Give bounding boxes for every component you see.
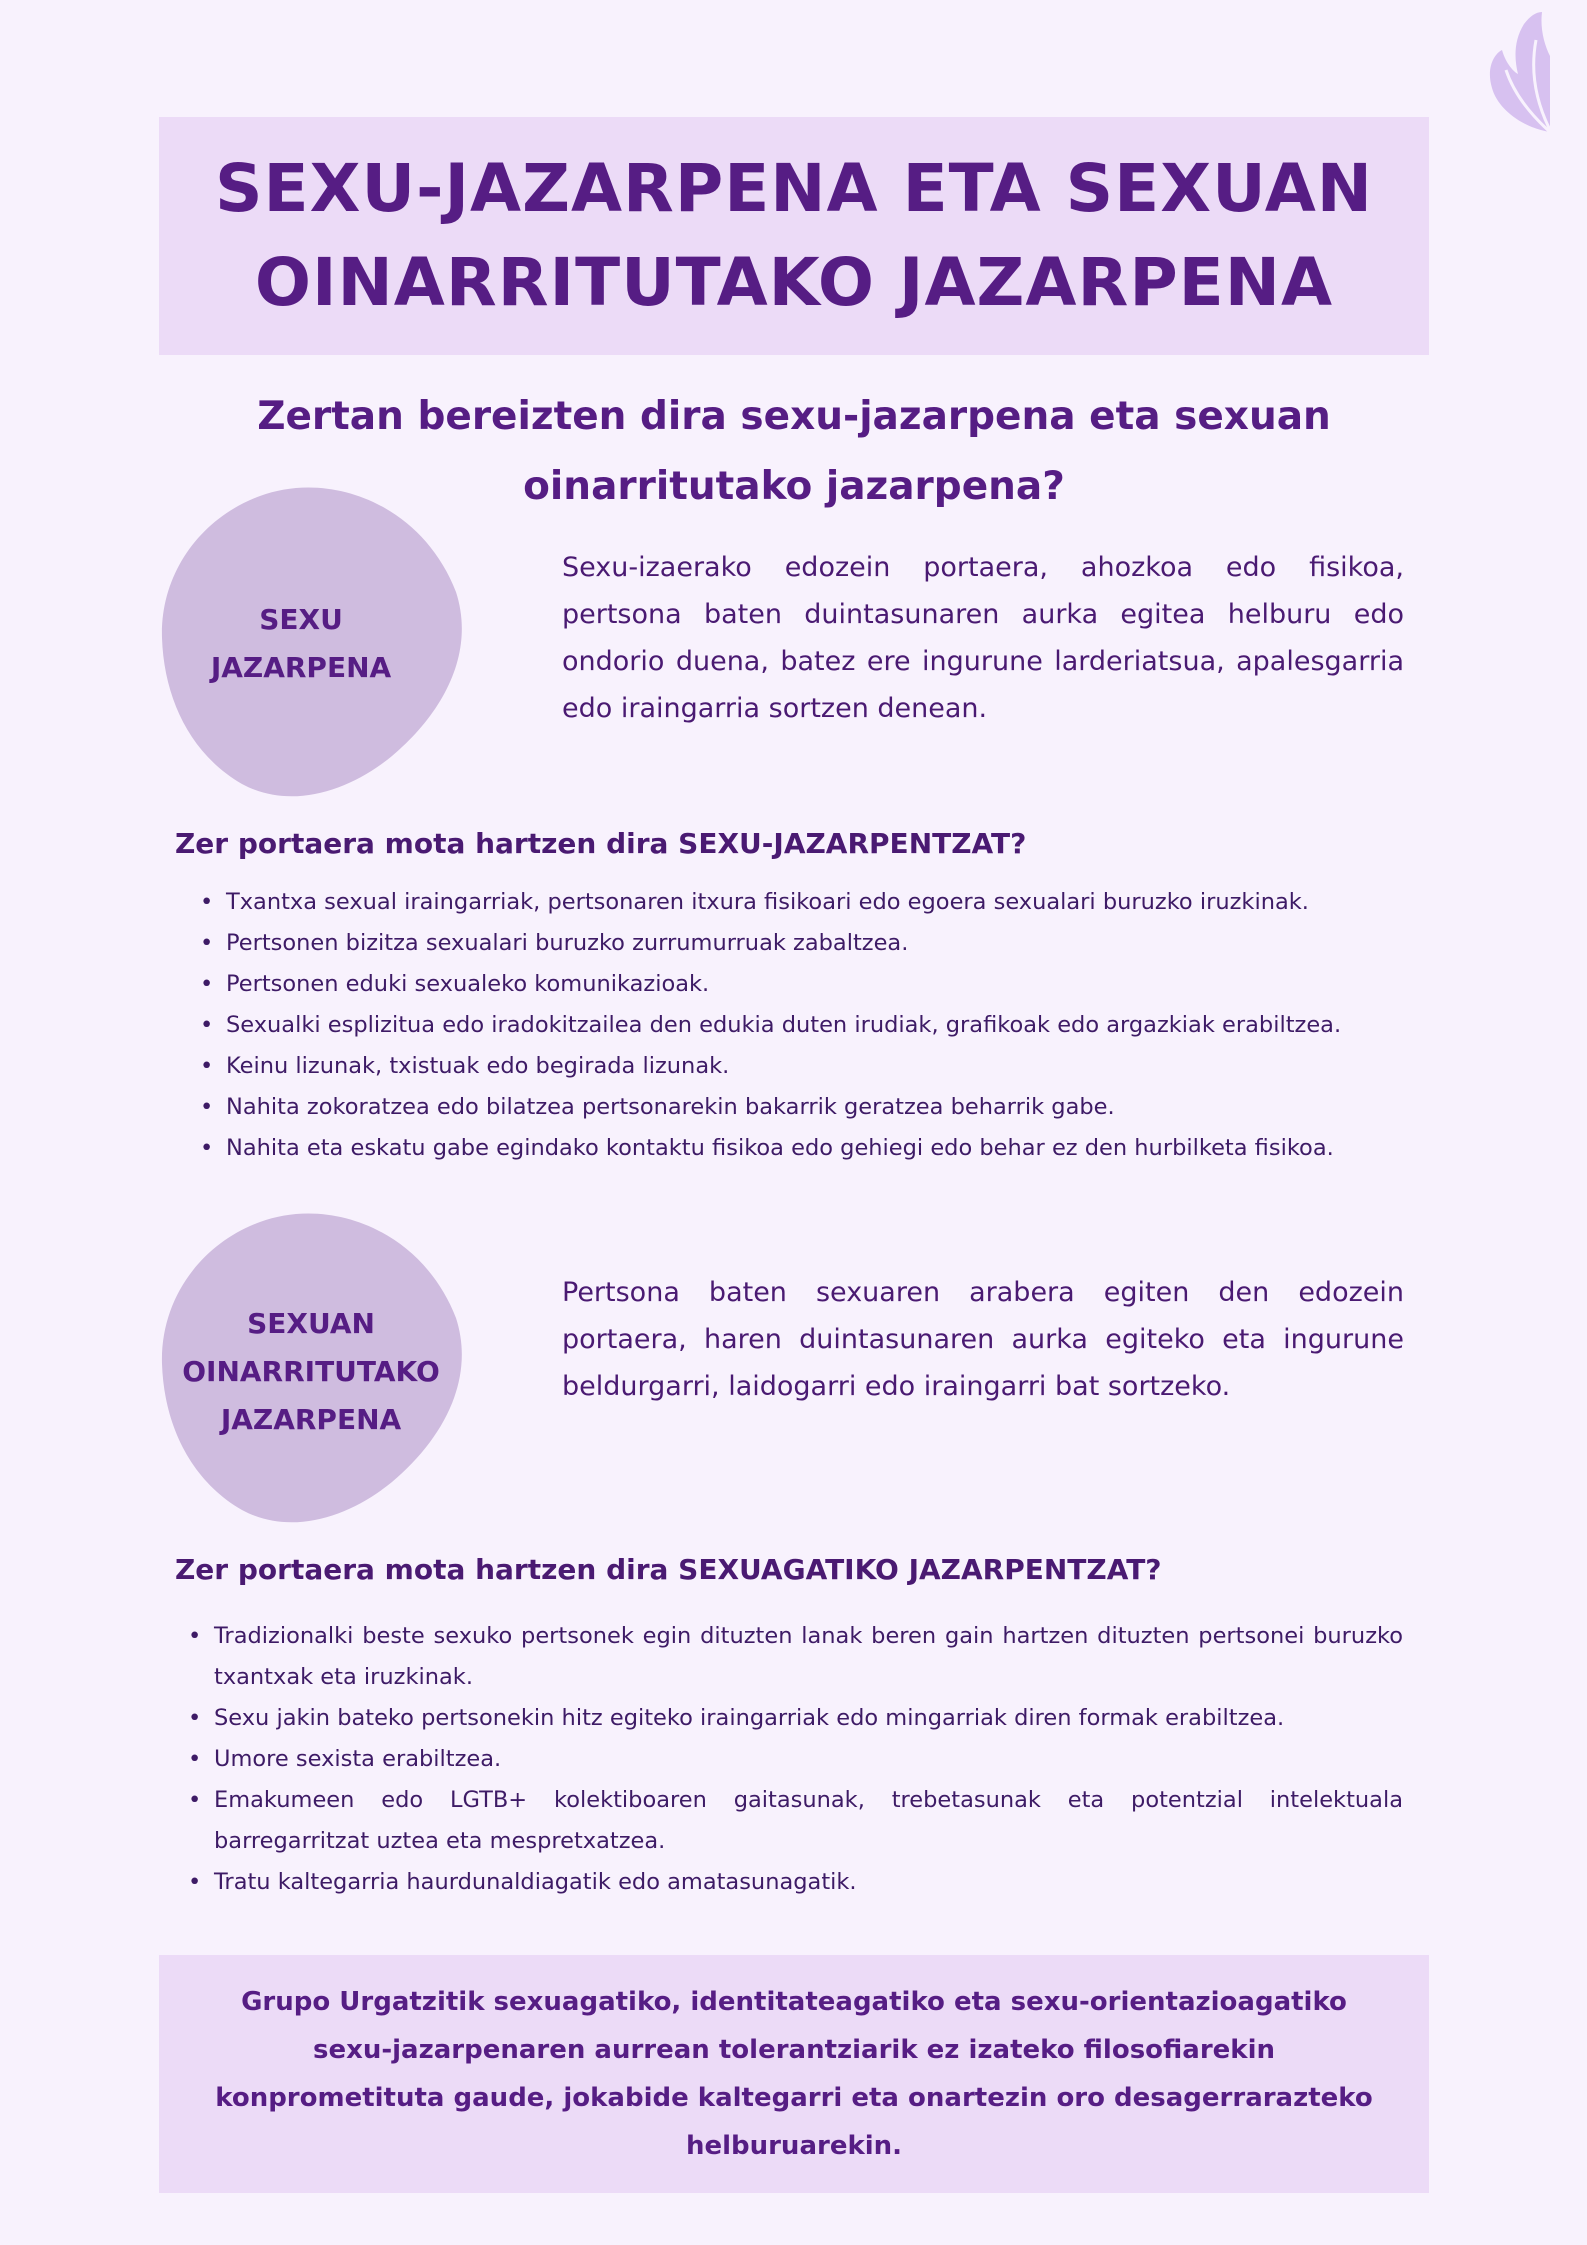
title-banner (159, 117, 1429, 355)
question-line-1: Zertan bereizten dira sexu-jazarpena eta sexuan (257, 394, 1331, 439)
sexuagatiko-list (178, 1616, 1403, 1903)
list-item: • Pertsonen eduki sexualeko komunikazioak. (190, 964, 1410, 1005)
sexu-jazarpena-list (190, 882, 1410, 1169)
list-item: • Pertsonen bizitza sexualari buruzko zurrumurruak zabaltzea. (190, 923, 1410, 964)
sexuan-oinarritutako-label (160, 1210, 462, 1530)
list-item: • Sexu jakin bateko pertsonekin hitz egiteko iraingarriak edo mingarriak diren formak erabiltzea. (178, 1698, 1403, 1739)
commitment-statement: Grupo Urgatzitik sexuagatiko, identitateagatiko eta sexu-orientazioagatiko sexu-jazarpenaren aurrean tolerantziarik ez izateko filosofiarekin konprometituta gaude, jokabide kaltegarri eta onartezin oro desagerrarazteko helburuarekin. (215, 1987, 1373, 2161)
page-title-line-1: SEXU-JAZARPENA ETA SEXUAN (214, 150, 1374, 227)
leaf-icon (1484, 10, 1556, 136)
sexu-jazarpena-blob (160, 484, 462, 800)
list-item: • Nahita eta eskatu gabe egindako kontaktu fisikoa edo gehiegi edo behar ez den hurbilketa fisikoa. (190, 1128, 1410, 1169)
label-line: JAZARPENA (210, 651, 392, 684)
list-item: • Umore sexista erabiltzea. (178, 1739, 1403, 1780)
label-line: SEXUAN (247, 1307, 375, 1340)
label-line: JAZARPENA (220, 1403, 402, 1436)
sexuagatiko-subheading: Zer portaera mota hartzen dira SEXUAGATIKO JAZARPENTZAT? (175, 1553, 1162, 1586)
sexuan-oinarritutako-blob (160, 1210, 462, 1526)
commitment-box (159, 1955, 1429, 2193)
list-item: • Nahita zokoratzea edo bilatzea pertsonarekin bakarrik geratzea beharrik gabe. (190, 1087, 1410, 1128)
sexu-jazarpena-definition: Sexu-izaerako edozein portaera, ahozkoa edo fisikoa, pertsona baten duintasunaren aurka egitea helburu edo ondorio duena, batez ere ingurune larderiatsua, apalesgarria edo iraingarria sortzen denean. (562, 552, 1404, 724)
sexu-jazarpena-subheading: Zer portaera mota hartzen dira SEXU-JAZARPENTZAT? (175, 827, 1027, 860)
list-item: • Tradizionalki beste sexuko pertsonek egin dituzten lanak beren gain hartzen dituzten pertsonei buruzko txantxak eta iruzkinak. (178, 1616, 1403, 1698)
list-item: • Keinu lizunak, txistuak edo begirada lizunak. (190, 1046, 1410, 1087)
label-line: SEXU (259, 603, 343, 636)
list-item: • Tratu kaltegarria haurdunaldiagatik edo amatasunagatik. (178, 1862, 1403, 1903)
page-title-line-2: OINARRITUTAKO JAZARPENA (254, 244, 1334, 321)
question-line-2: oinarritutako jazarpena? (523, 464, 1065, 509)
list-item: • Sexualki esplizitua edo iradokitzailea den edukia duten irudiak, grafikoak edo argazkiak erabiltzea. (190, 1005, 1410, 1046)
sexuan-oinarritutako-definition: Pertsona baten sexuaren arabera egiten den edozein portaera, haren duintasunaren aurka egiteko eta ingurune beldurgarri, laidogarri edo iraingarri bat sortzeko. (562, 1277, 1404, 1402)
list-item: • Txantxa sexual iraingarriak, pertsonaren itxura fisikoari edo egoera sexualari buruzko iruzkinak. (190, 882, 1410, 923)
list-item: • Emakumeen edo LGTB+ kolektiboaren gaitasunak, trebetasunak eta potentzial intelektuala barregarritzat uztea eta mespretxatzea. (178, 1780, 1403, 1862)
label-line: OINARRITUTAKO (182, 1355, 440, 1388)
sexu-jazarpena-label (160, 484, 462, 800)
